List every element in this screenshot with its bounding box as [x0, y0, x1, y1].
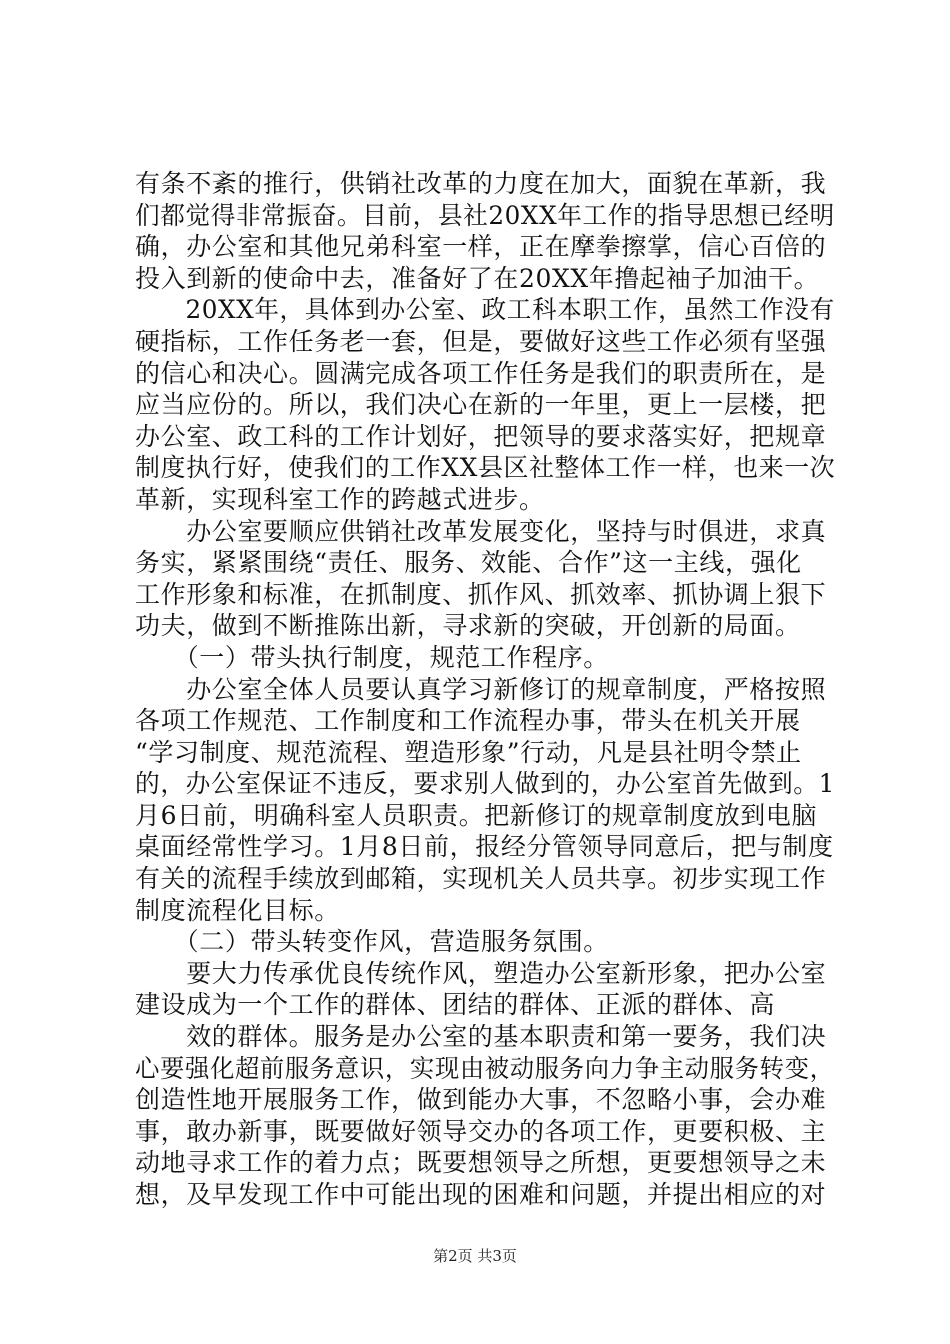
text-line: 制度流程化目标。 [135, 895, 340, 925]
text-line: 建设成为一个工作的群体、团结的群体、正派的群体、高 [135, 990, 776, 1020]
text-line: 有条不紊的推行，供销社改革的力度在加大，面貌在革新，我 [135, 169, 827, 198]
text-line: 制度执行好，使我们的工作XX县区社整体工作一样，也来一次 [135, 453, 836, 483]
text-line: 办公室全体人员要认真学习新修订的规章制度，严格按照 [135, 674, 827, 704]
body-text [135, 168, 835, 1211]
text-line: 动地寻求工作的着力点；既要想领导之所想，更要想领导之未 [135, 1148, 827, 1178]
text-line: 有关的流程手续放到邮箱，实现机关人员共享。初步实现工作 [135, 864, 827, 894]
text-line: 务实，紧紧围绕“责任、服务、效能、合作”这一主线，强化 [135, 548, 802, 578]
text-line: “学习制度、规范流程、塑造形象”行动，凡是县社明令禁止 [135, 737, 802, 767]
page-number-footer: 第2页 共3页 [433, 1247, 517, 1265]
text-line: 20XX年，具体到办公室、政工科本职工作，虽然工作没有 [135, 295, 835, 325]
text-line: 办公室、政工科的工作计划好，把领导的要求落实好，把规章 [135, 421, 827, 451]
text-line: 各项工作规范、工作制度和工作流程办事，带头在机关开展 [135, 706, 801, 736]
text-line: 的信心和决心。圆满完成各项工作任务是我们的职责所在，是 [135, 358, 827, 388]
text-line: 工作形象和标准，在抓制度、抓作风、抓效率、抓协调上狠下 [135, 579, 827, 609]
text-line: 确，办公室和其他兄弟科室一样，正在摩拳擦掌，信心百倍的 [135, 232, 827, 262]
text-line: 投入到新的使命中去，准备好了在20XX年撸起袖子加油干。 [135, 263, 820, 293]
text-line: 应当应份的。所以，我们决心在新的一年里，更上一层楼，把 [135, 390, 827, 420]
text-line: 办公室要顺应供销社改革发展变化，坚持与时俱进，求真 [135, 516, 827, 546]
text-line: 效的群体。服务是办公室的基本职责和第一要务，我们决 [135, 1022, 827, 1052]
text-line: 创造性地开展服务工作，做到能办大事，不忽略小事，会办难 [135, 1085, 827, 1115]
text-line: 功夫，做到不断推陈出新，寻求新的突破，开创新的局面。 [135, 611, 801, 641]
text-line: 硬指标，工作任务老一套，但是，要做好这些工作必须有坚强 [135, 326, 827, 356]
text-line: 们都觉得非常振奋。目前，县社20XX年工作的指导思想已经明 [135, 200, 835, 230]
text-line: 月6日前，明确科室人员职责。把新修订的规章制度放到电脑 [135, 800, 818, 830]
text-line: 要大力传承优良传统作风，塑造办公室新形象，把办公室 [135, 958, 827, 988]
text-line: 的，办公室保证不违反，要求别人做到的，办公室首先做到。1 [135, 769, 835, 799]
text-line: 事，敢办新事，既要做好领导交办的各项工作，更要积极、主 [135, 1116, 827, 1146]
section-heading: （一）带头执行制度，规范工作程序。 [135, 642, 609, 672]
text-line: 桌面经常性学习。1月8日前，报经分管领导同意后，把与制度 [135, 832, 834, 862]
text-line: 心要强化超前服务意识，实现由被动服务向力争主动服务转变， [135, 1053, 835, 1083]
text-line: 想，及早发现工作中可能出现的困难和问题，并提出相应的对 [135, 1180, 827, 1209]
section-heading: （二）带头转变作风，营造服务氛围。 [135, 927, 609, 957]
text-line: 革新，实现科室工作的跨越式进步。 [135, 484, 545, 514]
